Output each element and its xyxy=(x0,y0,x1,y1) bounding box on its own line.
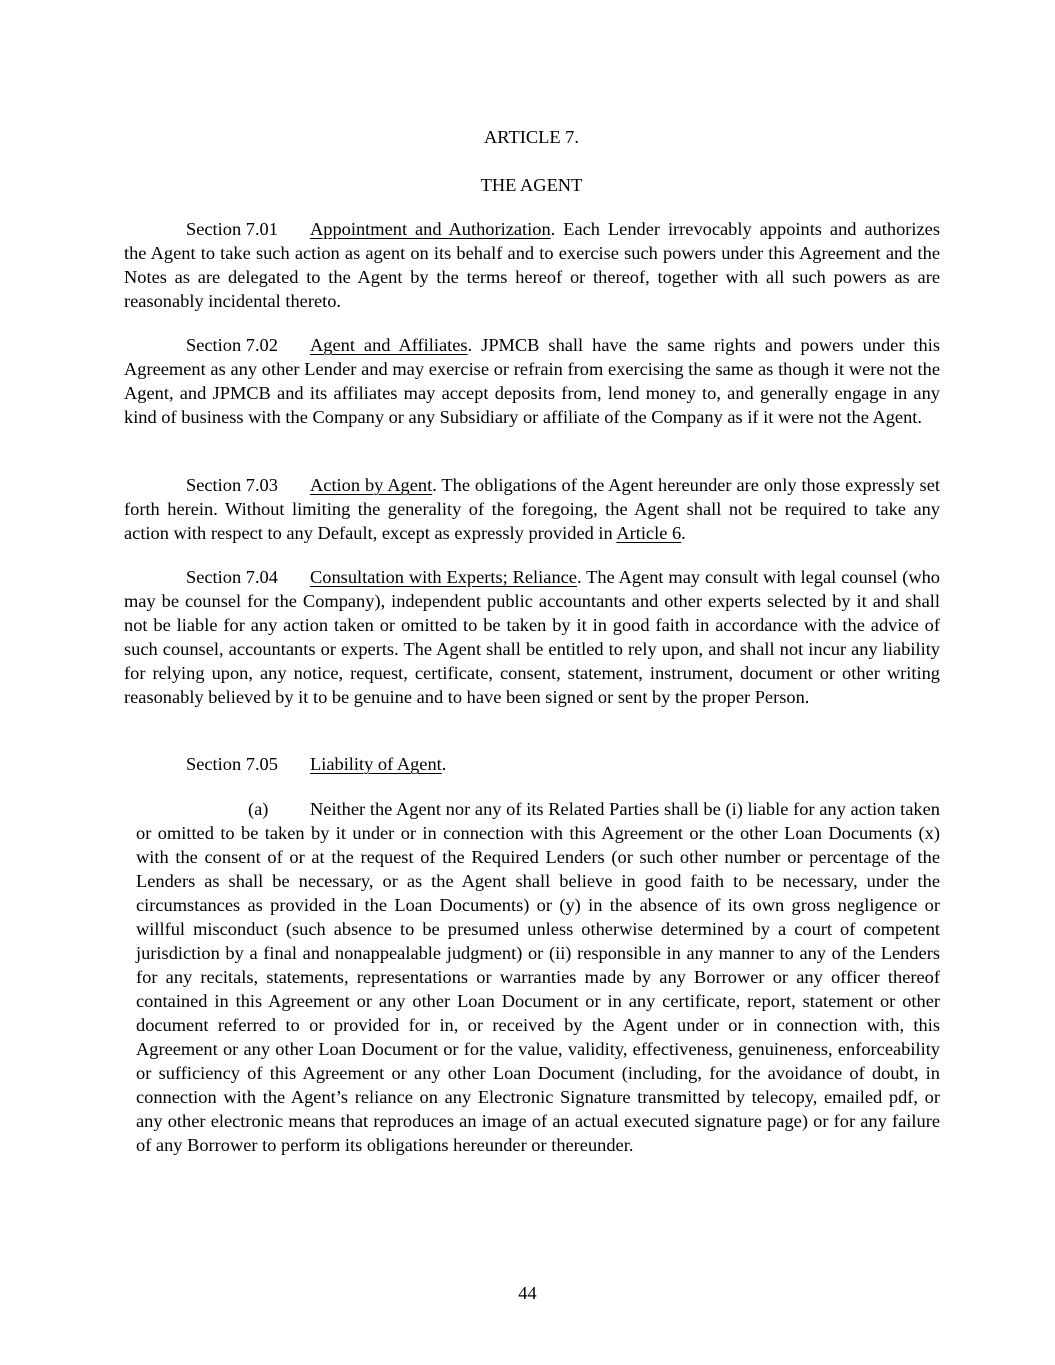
subsection-body: Neither the Agent nor any of its Related Parties shall be (i) liable for any action taken or omitted to be taken by it under or in connection with this Agreement or the other Loan Documents (x) with the consent of or at the request of the Required Lenders (or such other number or percentage of the Lenders as shall be necessary, or as the Agent shall believe in good faith to be necessary, under the circumstances as provided in the Loan Documents) or (y) in the absence of its own gross negligence or willful misconduct (such absence to be presumed unless otherwise determined by a court of competent jurisdiction by a final and nonappealable judgment) or (ii) responsible in any manner to any of the Lenders for any recitals, statements, representations or warranties made by any Borrower or any officer thereof contained in this Agreement or any other Loan Document or in any certificate, report, statement or other document referred to or provided for in, or received by the Agent under or in connection with, this Agreement or any other Loan Document or for the value, validity, effectiveness, genuineness, enforceability or sufficiency of this Agreement or any other Loan Document (including, for the avoidance of doubt, in connection with the Agent’s reliance on any Electronic Signature transmitted by telecopy, emailed pdf, or any other electronic means that reproduces an image of an actual executed signature page) or for any failure of any Borrower to perform its obligations hereunder or thereunder. xyxy=(136,799,940,1155)
section-number: Section 7.01 xyxy=(186,219,278,239)
article-reference-link[interactable]: Article 6 xyxy=(616,523,682,543)
section-caption: Liability of Agent xyxy=(310,754,442,774)
section-body: . Each Lender irrevocably appoints and authorizes the Agent to take such action as agent on its behalf and to exercise such powers under this Agreement and the Notes as are delegated to the Agent by the terms hereof or thereof, together with all such powers as are reasonably incidental thereto. xyxy=(124,219,940,311)
section-7-05 xyxy=(124,752,940,776)
subsection-a xyxy=(136,797,940,1157)
section-7-02 xyxy=(124,333,940,429)
section-7-03 xyxy=(124,473,940,545)
section-caption: Appointment and Authorization xyxy=(310,219,551,239)
section-caption: Agent and Affiliates xyxy=(310,335,468,355)
section-caption: Action by Agent xyxy=(310,475,433,495)
article-number: ARTICLE 7. xyxy=(484,127,579,147)
subsection-label: (a) xyxy=(248,799,269,819)
article-title: THE AGENT xyxy=(480,175,583,195)
section-number: Section 7.02 xyxy=(186,335,278,355)
section-7-04 xyxy=(124,565,940,709)
section-body: . The obligations of the Agent hereunder are only those expressly set forth herein. Without limiting the generality of the foregoing, the Agent shall not be required to take any action with respect to any Default, except as expressly provided in xyxy=(124,475,940,543)
section-number: Section 7.05 xyxy=(186,754,278,774)
section-tail: . xyxy=(681,523,686,543)
section-number: Section 7.04 xyxy=(186,567,278,587)
section-body: . JPMCB shall have the same rights and powers under this Agreement as any other Lender and may exercise or refrain from exercising the same as though it were not the Agent, and JPMCB and its affiliates may accept deposits from, lend money to, and generally engage in any kind of business with the Company or any Subsidiary or affiliate of the Company as if it were not the Agent. xyxy=(124,335,940,427)
section-body: . The Agent may consult with legal counsel (who may be counsel for the Company), independent public accountants and other experts selected by it and shall not be liable for any action taken or omitted to be taken by it in good faith in accordance with the advice of such counsel, accountants or experts. The Agent shall be entitled to rely upon, and shall not incur any liability for relying upon, any notice, request, certificate, consent, statement, instrument, document or other writing reasonably believed by it to be genuine and to have been signed or sent by the proper Person. xyxy=(124,567,941,707)
section-7-01 xyxy=(124,217,940,313)
section-caption: Consultation with Experts; Reliance xyxy=(310,567,577,587)
section-body: . xyxy=(441,754,447,774)
page-number: 44 xyxy=(518,1283,537,1303)
section-number: Section 7.03 xyxy=(186,475,278,495)
